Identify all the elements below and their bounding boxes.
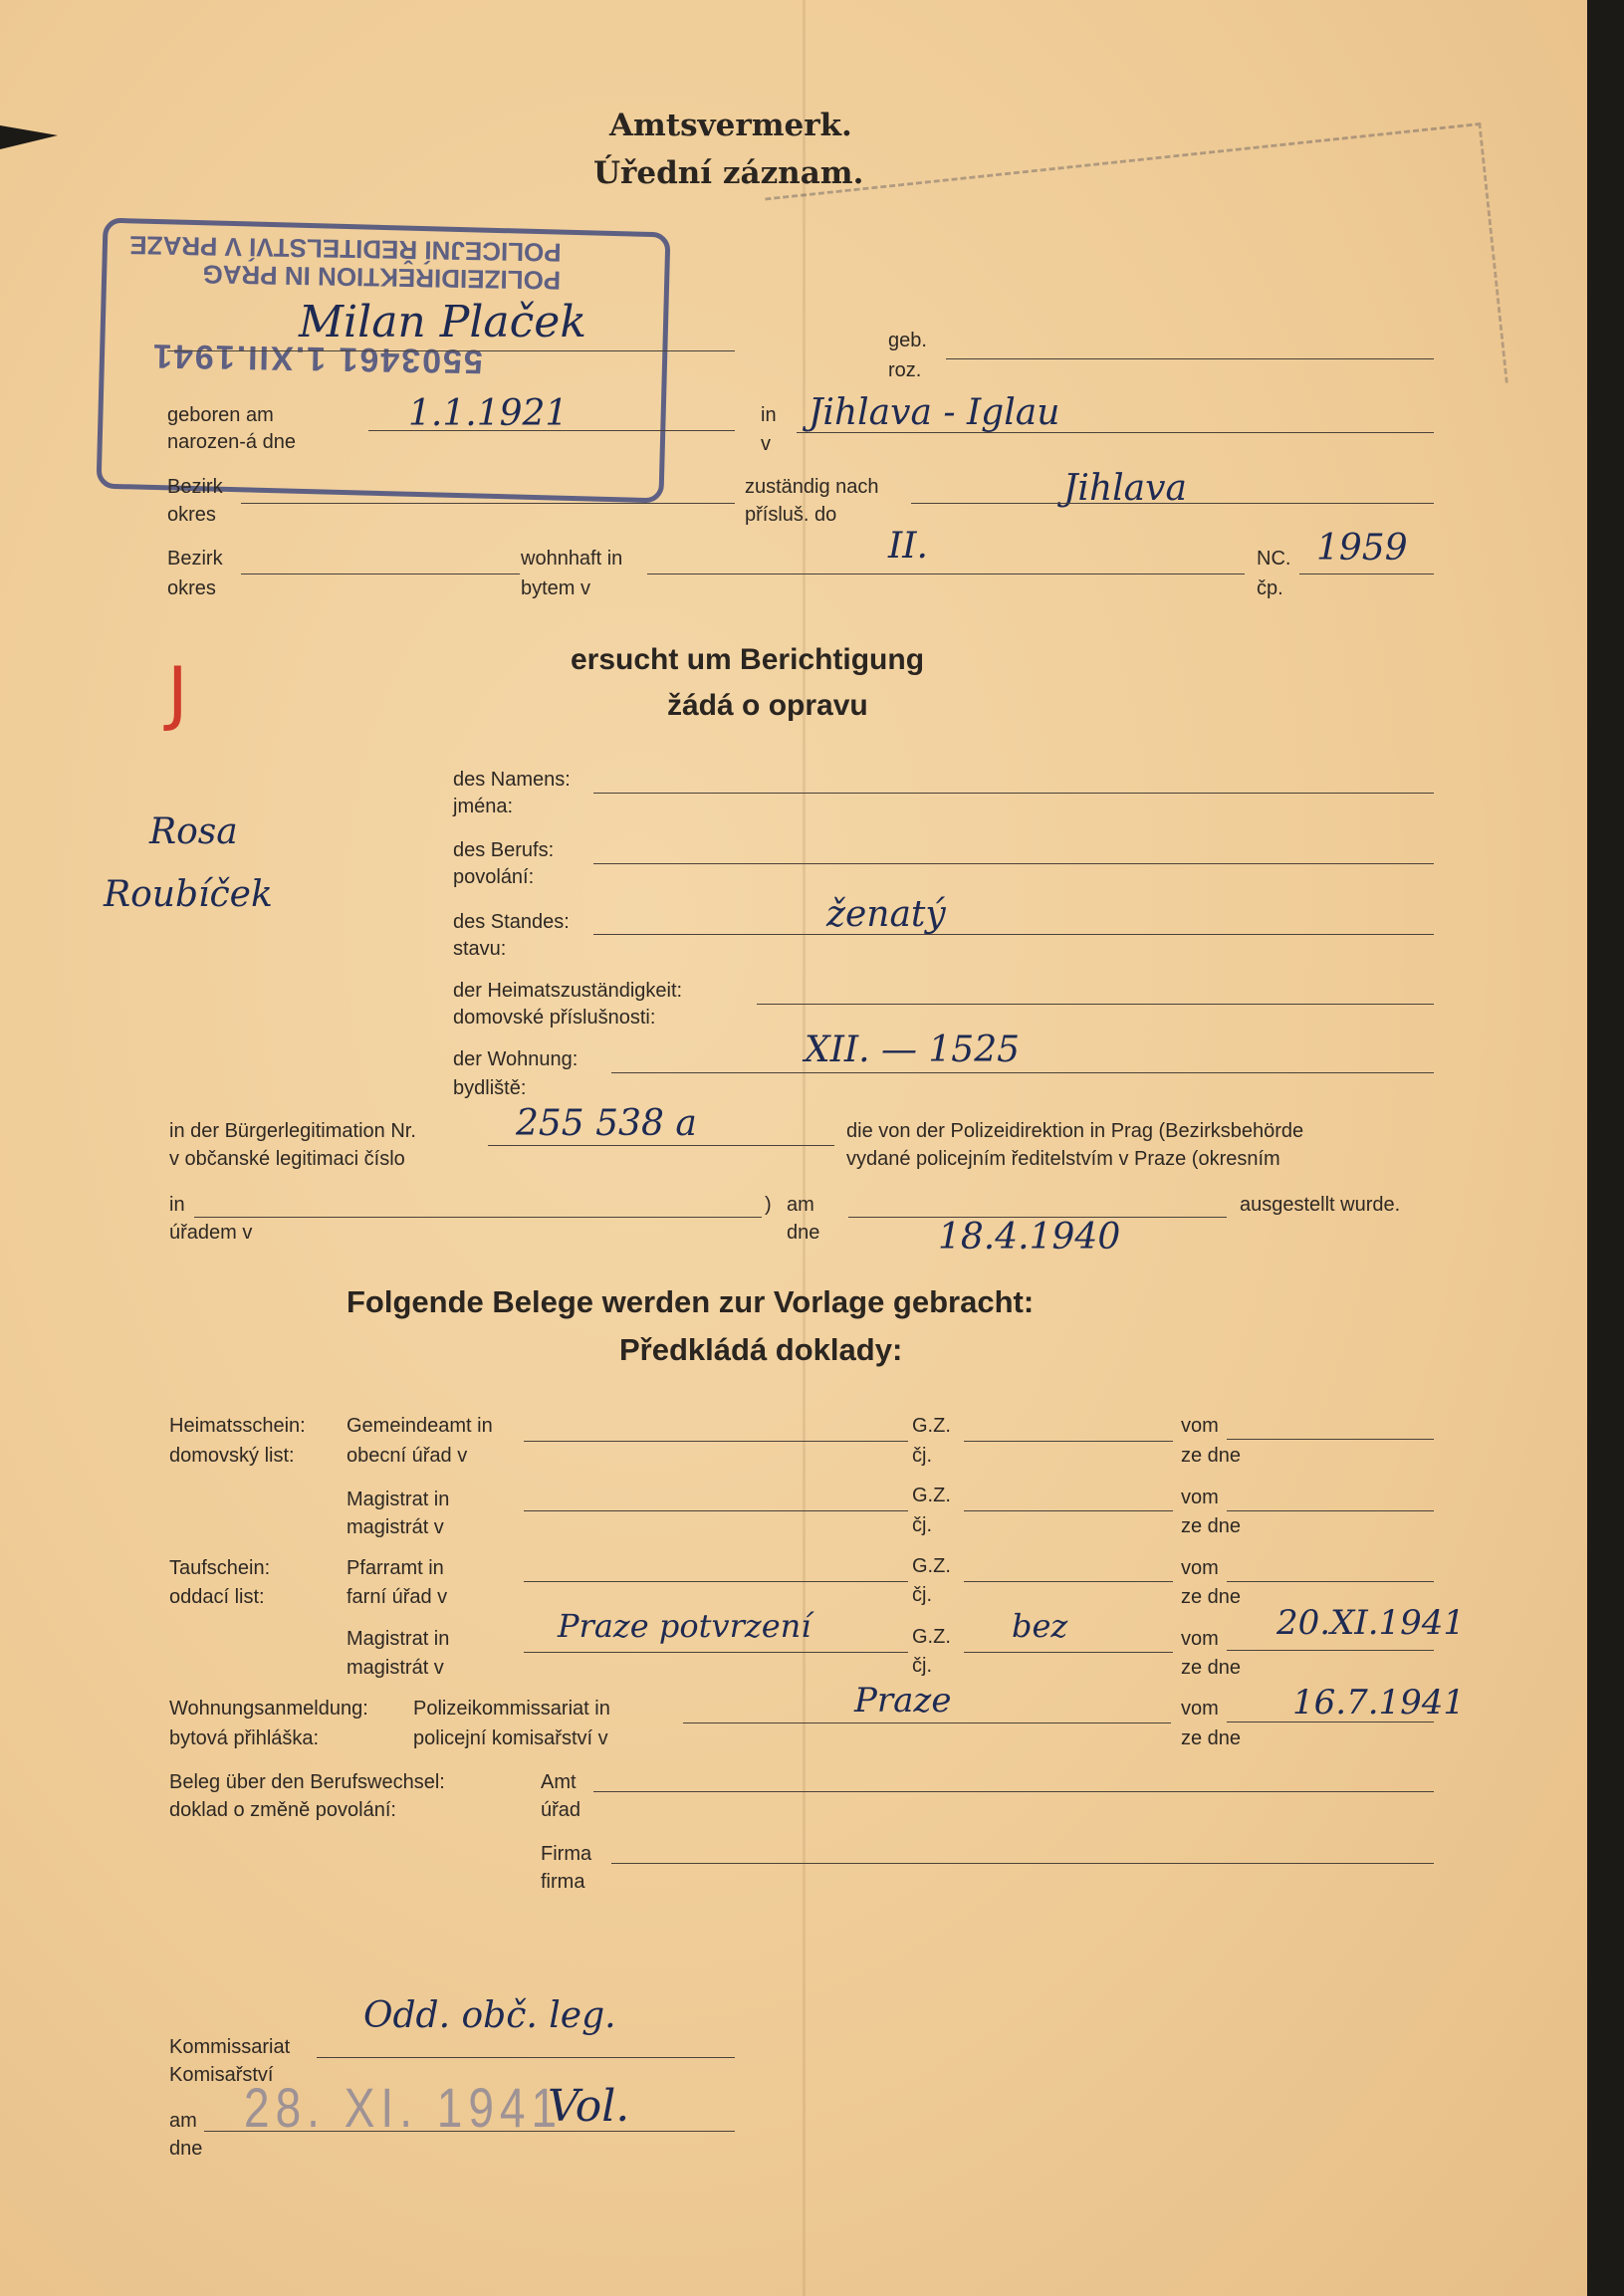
firma-line bbox=[611, 1863, 1434, 1864]
kommissariat-line bbox=[317, 2057, 735, 2058]
in-label: in bbox=[761, 404, 777, 426]
person-name: Milan Plaček bbox=[299, 297, 587, 347]
tauf-label-de: Taufschein: bbox=[169, 1557, 271, 1579]
correction-heimat-de: der Heimatszuständigkeit: bbox=[453, 980, 683, 1002]
legit-label-de: in der Bürgerlegitimation Nr. bbox=[169, 1120, 416, 1142]
gz4-value: bez bbox=[1012, 1607, 1068, 1645]
margin-note-1: Rosa bbox=[149, 811, 238, 852]
red-mark: J bbox=[167, 652, 188, 734]
zustandig-label-de: zuständig nach bbox=[745, 476, 879, 498]
police-stamp-text: POLIZEIDIREKTION IN PRAG POLICEJNÍ ŘEDITELSTVÍ V PRAZE bbox=[129, 230, 562, 296]
vom2-line bbox=[1227, 1510, 1434, 1511]
okres-label-2: okres bbox=[167, 577, 216, 599]
gz3-line bbox=[964, 1581, 1173, 1582]
beruf-label-de: Beleg über den Berufswechsel: bbox=[169, 1771, 445, 1793]
gz1-label: G.Z. bbox=[912, 1415, 951, 1437]
wohnhaft-value: II. bbox=[888, 526, 928, 567]
correction-beruf-cz: povolání: bbox=[453, 866, 535, 888]
polizei-label-cz: policejní komisařství v bbox=[413, 1727, 608, 1749]
kommissariat-label-de: Kommissariat bbox=[169, 2036, 291, 2058]
vom3-label: vom bbox=[1181, 1557, 1219, 1579]
gemeinde-line bbox=[524, 1441, 908, 1442]
gemeinde-label-cz: obecní úřad v bbox=[347, 1445, 468, 1467]
gz2-line bbox=[964, 1510, 1173, 1511]
wohnung-label-de: Wohnungsanmeldung: bbox=[169, 1698, 368, 1720]
gz2-label: G.Z. bbox=[912, 1485, 951, 1506]
geb-line bbox=[946, 358, 1434, 359]
correction-wohnung-de: der Wohnung: bbox=[453, 1048, 579, 1070]
vom4-value: 20.XI.1941 bbox=[1276, 1603, 1466, 1643]
bezirk-label: Bezirk bbox=[167, 476, 223, 498]
born-line bbox=[368, 430, 735, 431]
date-stamp: 28. XI. 1941 bbox=[244, 2076, 564, 2140]
zustandig-label-cz: přísluš. do bbox=[745, 504, 837, 526]
legit-number-line bbox=[488, 1145, 834, 1146]
magistrat1-label-de: Magistrat in bbox=[347, 1489, 450, 1510]
correction-heimat-line bbox=[757, 1004, 1434, 1005]
correction-heimat-cz: domovské příslušnosti: bbox=[453, 1007, 656, 1029]
correction-name-line bbox=[593, 793, 1434, 794]
correction-wohnung-value: XII. — 1525 bbox=[805, 1030, 1021, 1070]
name-line bbox=[167, 350, 735, 351]
belege-title-cz: Předkládá doklady: bbox=[619, 1332, 903, 1367]
legit-issuer-cz: vydané policejním ředitelstvím v Praze (okresním bbox=[846, 1148, 1280, 1170]
correction-name-de: des Namens: bbox=[453, 769, 571, 791]
zedne1-label: ze dne bbox=[1181, 1445, 1242, 1467]
cj1-label: čj. bbox=[912, 1445, 932, 1467]
magistrat2-value: Praze potvrzení bbox=[558, 1607, 812, 1645]
correction-name-cz: jména: bbox=[453, 796, 514, 817]
gemeinde-label-de: Gemeindeamt in bbox=[347, 1415, 493, 1437]
correction-beruf-line bbox=[593, 863, 1434, 864]
title-de: Amtsvermerk. bbox=[609, 108, 852, 143]
title-cz: Úřední záznam. bbox=[593, 155, 864, 191]
cj2-label: čj. bbox=[912, 1514, 932, 1536]
amt-line bbox=[593, 1791, 1434, 1792]
vom5-label: vom bbox=[1181, 1698, 1219, 1720]
vom3-line bbox=[1227, 1581, 1434, 1582]
firma-label-cz: firma bbox=[541, 1871, 585, 1893]
legit-am-label: am bbox=[787, 1194, 814, 1216]
vom1-label: vom bbox=[1181, 1415, 1219, 1437]
tauf-label-cz: oddací list: bbox=[169, 1586, 265, 1608]
wohnhaft-label-cz: bytem v bbox=[521, 577, 591, 599]
legit-issuer-de: die von der Polizeidirektion in Prag (Bezirksbehörde bbox=[846, 1120, 1304, 1142]
correction-stand-value: ženatý bbox=[826, 894, 946, 935]
firma-label-de: Firma bbox=[541, 1843, 592, 1865]
footer-date-line bbox=[204, 2131, 735, 2132]
magistrat2-label-cz: magistrát v bbox=[347, 1657, 444, 1679]
amt-label-cz: úřad bbox=[541, 1799, 581, 1821]
vom4-label: vom bbox=[1181, 1628, 1219, 1650]
request-title-cz: žádá o opravu bbox=[667, 689, 868, 722]
footer-am-label: am bbox=[169, 2110, 197, 2132]
correction-beruf-de: des Berufs: bbox=[453, 839, 555, 861]
polizei-line bbox=[683, 1722, 1171, 1723]
amt-label-de: Amt bbox=[541, 1771, 577, 1793]
v-label: v bbox=[761, 433, 771, 455]
polizei-value: Praze bbox=[854, 1681, 952, 1721]
belege-title-de: Folgende Belege werden zur Vorlage gebracht: bbox=[347, 1284, 1035, 1319]
legit-number: 255 538 a bbox=[516, 1103, 697, 1144]
nc-value: 1959 bbox=[1316, 528, 1408, 569]
roz-label: roz. bbox=[888, 359, 922, 381]
vom5-value: 16.7.1941 bbox=[1292, 1683, 1466, 1722]
police-stamp-number: 5503461 1.XII.1941 bbox=[150, 337, 484, 380]
magistrat1-label-cz: magistrát v bbox=[347, 1516, 444, 1538]
okres-label: okres bbox=[167, 504, 216, 526]
gz4-label: G.Z. bbox=[912, 1626, 951, 1648]
gz4-line bbox=[964, 1652, 1173, 1653]
legit-label-cz: v občanské legitimaci číslo bbox=[169, 1148, 405, 1170]
bezirk-line bbox=[241, 503, 735, 504]
paper-tear bbox=[0, 125, 58, 149]
heimat-label-de: Heimatsschein: bbox=[169, 1415, 306, 1437]
legit-in-label: in bbox=[169, 1194, 185, 1216]
kommissariat-label-cz: Komisařství bbox=[169, 2064, 274, 2086]
magistrat2-label-de: Magistrat in bbox=[347, 1628, 450, 1650]
magistrat2-line bbox=[524, 1652, 908, 1653]
birth-date: 1.1.1921 bbox=[408, 393, 569, 434]
zustandig-line bbox=[911, 503, 1434, 504]
wohnung-label-cz: bytová přihláška: bbox=[169, 1727, 320, 1749]
signature: Vol. bbox=[548, 2081, 630, 2132]
vom2-label: vom bbox=[1181, 1487, 1219, 1508]
polizei-label-de: Polizeikommissariat in bbox=[413, 1698, 610, 1720]
legit-in-line bbox=[194, 1217, 762, 1218]
zedne2-label: ze dne bbox=[1181, 1515, 1242, 1537]
zedne5-label: ze dne bbox=[1181, 1727, 1242, 1749]
wohnhaft-label-de: wohnhaft in bbox=[521, 548, 623, 570]
legit-issued-de: ausgestellt wurde. bbox=[1240, 1194, 1401, 1216]
correction-wohnung-cz: bydliště: bbox=[453, 1077, 527, 1099]
vom4-line bbox=[1227, 1650, 1434, 1651]
zedne3-label: ze dne bbox=[1181, 1586, 1242, 1608]
nc-label: NC. bbox=[1257, 548, 1291, 570]
correction-stand-line bbox=[593, 934, 1434, 935]
correction-wohnung-line bbox=[611, 1072, 1434, 1073]
gz1-line bbox=[964, 1441, 1173, 1442]
born-label-cz: narozen-á dne bbox=[167, 431, 296, 453]
footer-dne-label: dne bbox=[169, 2138, 203, 2160]
bezirk-label-2: Bezirk bbox=[167, 548, 223, 570]
beruf-label-cz: doklad o změně povolání: bbox=[169, 1799, 396, 1821]
geb-label: geb. bbox=[888, 330, 927, 351]
magistrat1-line bbox=[524, 1510, 908, 1511]
born-label-de: geboren am bbox=[167, 404, 274, 426]
legit-date: 18.4.1940 bbox=[938, 1217, 1121, 1258]
cj3-label: čj. bbox=[912, 1584, 932, 1606]
vom1-line bbox=[1227, 1439, 1434, 1440]
zedne4-label: ze dne bbox=[1181, 1657, 1242, 1679]
heimat-label-cz: domovský list: bbox=[169, 1445, 295, 1467]
correction-stand-cz: stavu: bbox=[453, 938, 507, 960]
birthplace-line bbox=[797, 432, 1434, 433]
pfarr-line bbox=[524, 1581, 908, 1582]
cp-label: čp. bbox=[1257, 577, 1283, 599]
kommissariat-value: Odd. obč. leg. bbox=[363, 1995, 616, 2036]
cj4-label: čj. bbox=[912, 1655, 932, 1677]
margin-note-2: Roubíček bbox=[104, 874, 273, 915]
pfarr-label-cz: farní úřad v bbox=[347, 1586, 448, 1608]
birthplace: Jihlava - Iglau bbox=[809, 392, 1060, 433]
legit-dne-label: dne bbox=[787, 1222, 820, 1244]
correction-stand-de: des Standes: bbox=[453, 911, 570, 933]
legit-uradem-label: úřadem v bbox=[169, 1222, 253, 1244]
scan-background-edge bbox=[1587, 0, 1624, 2296]
legit-paren: ) bbox=[765, 1194, 772, 1216]
pfarr-label-de: Pfarramt in bbox=[347, 1557, 444, 1579]
gz3-label: G.Z. bbox=[912, 1555, 951, 1577]
zustandig-value: Jihlava bbox=[1063, 468, 1187, 509]
request-title-de: ersucht um Berichtigung bbox=[571, 643, 925, 676]
